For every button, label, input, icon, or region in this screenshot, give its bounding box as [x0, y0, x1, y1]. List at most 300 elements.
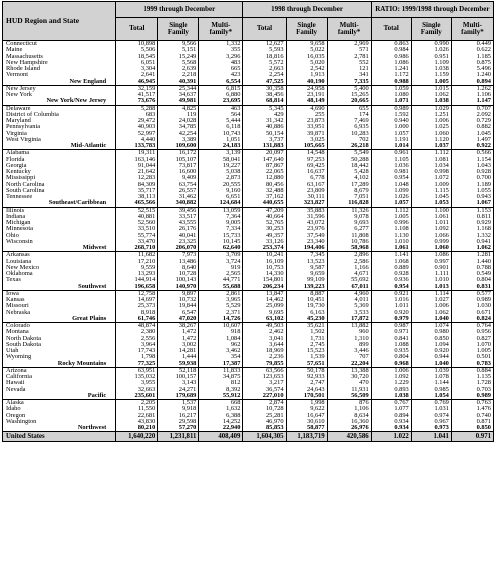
value-cell — [371, 290, 411, 322]
state-value: 1.172 — [394, 71, 409, 79]
value-cell — [243, 367, 286, 399]
state-value: 1.189 — [476, 180, 491, 188]
region-total-label: Midwest — [82, 244, 107, 251]
state-value: 1.000 — [394, 123, 409, 131]
region-total-value: 109,600 — [175, 142, 197, 149]
value-cell — [158, 400, 199, 432]
state-value: 35,621 — [307, 322, 325, 329]
state-value: 3,965 — [226, 296, 241, 303]
state-value: 40,903 — [137, 123, 156, 131]
state-value: 1.135 — [476, 373, 491, 380]
state-name: Montana — [6, 328, 29, 336]
state-value: 29,472 — [137, 117, 156, 124]
col-single-1999: Single Family — [158, 18, 199, 41]
region-total-value: 57,270 — [178, 424, 197, 431]
state-value: 52,118 — [179, 366, 197, 374]
state-value: 147,640 — [262, 155, 284, 163]
state-value: 2,371 — [226, 308, 241, 316]
state-value: 15,265 — [351, 91, 369, 98]
state-value: 1.005 — [394, 212, 409, 220]
state-value: 1.088 — [394, 340, 409, 348]
state-value: 9,659 — [310, 270, 325, 277]
state-value: 1.074 — [434, 322, 449, 329]
region-total-label: Northwest — [77, 424, 107, 431]
state-value: 9,005 — [226, 219, 241, 226]
state-value: 13,882 — [351, 322, 369, 329]
region-column-header: HUD Region and State — [3, 2, 116, 41]
state-value: 12,627 — [265, 40, 284, 47]
state-name: Wyoming — [6, 353, 32, 361]
state-value: 5,038 — [226, 168, 241, 175]
state-value: 2,969 — [354, 40, 369, 47]
region-total-value: 340,882 — [175, 199, 197, 207]
value-cell — [199, 207, 243, 252]
region-total-value: 235,601 — [134, 391, 156, 399]
state-value: 16,647 — [307, 411, 325, 419]
state-value: 0.920 — [394, 308, 409, 316]
region-total-value: 40,391 — [178, 77, 197, 85]
state-value: 3,724 — [226, 257, 241, 265]
region-total-label: Rocky Mountains — [57, 359, 107, 367]
state-value: 3,955 — [140, 379, 156, 387]
region-block-row — [3, 290, 494, 322]
region-total-value: 227,010 — [262, 391, 284, 399]
region-block-row — [3, 323, 494, 368]
state-value: 37,549 — [307, 231, 325, 239]
value-cell — [411, 400, 451, 432]
state-value: 5,572 — [269, 58, 284, 66]
state-value: 6,051 — [140, 58, 156, 66]
value-cell — [327, 150, 371, 207]
state-value: 11,326 — [351, 206, 369, 214]
state-value: 918 — [230, 328, 241, 336]
value-cell — [286, 41, 327, 86]
state-name: Hawaii — [6, 379, 25, 387]
state-value: 9,622 — [310, 405, 325, 413]
state-value: 80,456 — [265, 180, 284, 188]
state-name: District of Columbia — [6, 110, 59, 118]
state-value: 0.501 — [476, 353, 491, 361]
state-value: 7,364 — [226, 212, 241, 220]
state-value: 31,462 — [178, 193, 197, 200]
state-value: 2,641 — [140, 71, 156, 79]
state-value: 1.086 — [394, 58, 409, 66]
state-value: 1.115 — [434, 186, 449, 194]
state-value: 9,693 — [354, 219, 369, 226]
state-value: 10,728 — [178, 270, 197, 277]
state-value: 91,044 — [137, 161, 156, 169]
region-total-value: 47,020 — [178, 314, 197, 322]
us-total-label: United States — [3, 432, 116, 442]
state-value: 2,747 — [310, 379, 325, 387]
region-total-value: 67,011 — [351, 282, 369, 290]
state-value: 0.707 — [476, 104, 491, 112]
state-name: North Dakota — [6, 334, 41, 342]
value-cell — [411, 207, 451, 252]
region-block-row — [3, 150, 494, 207]
value-cell — [286, 400, 327, 432]
state-value: 1.031 — [434, 405, 449, 413]
region-total-label: New England — [69, 77, 107, 85]
state-value: 0.841 — [394, 334, 409, 342]
state-name: New York — [6, 91, 32, 98]
state-value: 1.034 — [434, 161, 449, 169]
state-value: 2,896 — [354, 251, 369, 259]
col-multi-1999: Multi-family* — [199, 18, 243, 41]
state-value: 1.592 — [394, 110, 409, 118]
state-value: 0.954 — [394, 174, 409, 182]
region-total-value: 206,234 — [262, 282, 284, 290]
value-cell — [199, 41, 243, 86]
value-cell — [451, 367, 493, 399]
value-cell — [243, 252, 286, 291]
state-value: 8,887 — [310, 289, 325, 297]
state-value: 2,586 — [354, 257, 369, 265]
state-value: 1.130 — [394, 231, 409, 239]
state-value: 33,517 — [178, 212, 197, 220]
state-value: 7,345 — [310, 251, 325, 259]
state-value: 668 — [230, 399, 241, 406]
state-value: 97,253 — [307, 155, 325, 163]
region-total-value: 1.147 — [476, 97, 491, 105]
state-value: 5,444 — [226, 117, 241, 124]
state-value: 0.893 — [394, 385, 409, 393]
state-value: 25,373 — [137, 302, 156, 310]
state-value: 1,084 — [226, 334, 241, 342]
state-value: 25,344 — [178, 84, 197, 92]
state-value: 0.921 — [394, 289, 409, 297]
state-value: 9,587 — [310, 263, 325, 271]
state-value: 63,951 — [137, 366, 156, 374]
region-block-row — [3, 252, 494, 291]
region-total-value: 26,218 — [351, 142, 369, 149]
region-total-value: 131,883 — [262, 142, 284, 149]
state-name: Pennsylvania — [6, 123, 41, 131]
state-value: 5,022 — [310, 46, 325, 54]
state-value: 0.882 — [476, 123, 491, 131]
region-total-value: 59,938 — [178, 359, 197, 367]
state-value: 0.998 — [434, 168, 449, 175]
state-name: Louisiana — [6, 257, 32, 265]
state-value: 32,488 — [265, 186, 284, 194]
state-value: 100,143 — [175, 276, 197, 284]
state-value: 40,041 — [178, 231, 197, 239]
state-value: 2,874 — [269, 399, 284, 406]
state-value: 0.764 — [476, 322, 491, 329]
region-block-row — [3, 85, 494, 105]
region-total-value: 22,204 — [351, 359, 369, 367]
state-value: 4,960 — [354, 289, 369, 297]
state-value: 1.191 — [394, 135, 409, 143]
state-value: 7,973 — [181, 251, 197, 259]
state-value: 1.262 — [476, 84, 491, 92]
state-value: 5,345 — [269, 104, 284, 112]
state-value: 34,875 — [222, 373, 241, 380]
state-value: 8,918 — [140, 308, 156, 316]
state-value: 0.920 — [434, 347, 449, 354]
value-cell — [327, 207, 371, 252]
state-value: 43,830 — [137, 417, 156, 425]
region-total-value: 170,501 — [303, 391, 325, 399]
region-total-value: 17,387 — [222, 359, 241, 367]
state-value: 15,733 — [222, 231, 241, 239]
state-value: 1,310 — [354, 334, 369, 342]
state-value: 39,871 — [307, 129, 325, 137]
us-total-cell: 0.971 — [451, 432, 493, 442]
value-cell — [243, 290, 286, 322]
value-cell — [327, 85, 371, 105]
state-value: 1.092 — [394, 373, 409, 380]
value-cell — [286, 367, 327, 399]
state-value: 423 — [230, 71, 241, 79]
state-value: 30,610 — [307, 417, 325, 425]
state-value: 8,634 — [354, 411, 369, 419]
state-value: 52,997 — [137, 129, 156, 137]
state-value: 1.048 — [394, 180, 409, 188]
region-total-label: Pacific — [87, 391, 107, 399]
state-value: 3,002 — [181, 340, 197, 348]
state-value: 2,861 — [226, 289, 241, 297]
state-value: 0.967 — [434, 417, 449, 425]
region-total-value: 1.060 — [434, 244, 449, 251]
value-cell — [116, 367, 158, 399]
value-cell — [116, 105, 158, 150]
value-cell — [451, 207, 493, 252]
state-value: 1,798 — [140, 353, 156, 361]
state-value: 10,732 — [178, 296, 197, 303]
state-value: 0.935 — [394, 347, 409, 354]
state-name: Alabama — [6, 149, 30, 157]
state-value: 1.061 — [434, 212, 449, 220]
state-value: 1.011 — [394, 302, 409, 310]
state-value: 52,515 — [137, 206, 156, 214]
state-value: 14,697 — [137, 296, 156, 303]
state-value: 1.026 — [434, 46, 449, 54]
region-block-row — [3, 400, 494, 432]
state-value: 24,643 — [307, 385, 325, 393]
value-cell — [451, 252, 493, 291]
state-value: 4,690 — [310, 104, 325, 112]
state-value: 87,867 — [265, 161, 284, 169]
state-value: 0.767 — [394, 399, 409, 406]
state-value: 2,781 — [354, 52, 369, 60]
state-value: 123,653 — [262, 373, 284, 380]
state-value: 154,801 — [262, 276, 284, 284]
state-value: 33,470 — [137, 237, 156, 245]
state-name: Nevada — [6, 385, 26, 393]
state-name: Tennessee — [6, 193, 33, 200]
state-value: 463 — [230, 104, 241, 112]
value-cell — [199, 252, 243, 291]
state-value: 1.112 — [434, 149, 449, 157]
region-name-cell — [3, 41, 116, 86]
value-cell — [243, 323, 286, 368]
state-value: 2,236 — [269, 353, 284, 361]
region-total-value: 0.831 — [476, 282, 491, 290]
state-value: 144,914 — [134, 276, 156, 284]
state-name: Connecticut — [6, 40, 37, 47]
state-value: 16,217 — [178, 411, 197, 419]
state-value: 1.062 — [434, 91, 449, 98]
state-value: 876 — [359, 399, 369, 406]
state-name: Mississippi — [6, 174, 36, 182]
state-value: 1.144 — [434, 379, 449, 387]
value-cell — [327, 105, 371, 150]
state-value: 3,533 — [354, 308, 369, 316]
region-name-cell — [3, 290, 116, 322]
state-value: 35,883 — [307, 206, 325, 214]
state-name: Maryland — [6, 117, 31, 124]
region-total-value: 0.922 — [476, 142, 491, 149]
state-value: 11,550 — [137, 405, 156, 413]
state-value: 10,786 — [351, 237, 369, 245]
value-cell — [451, 41, 493, 86]
state-name: Iowa — [6, 289, 19, 297]
state-value: 9,566 — [181, 40, 197, 47]
state-value: 24,028 — [178, 117, 197, 124]
value-cell — [327, 400, 371, 432]
region-total-value: 26,976 — [351, 424, 369, 431]
state-value: 50,288 — [351, 155, 369, 163]
state-value: 0.889 — [394, 263, 409, 271]
state-value: 69,425 — [307, 161, 325, 169]
state-value: 0.769 — [434, 399, 449, 406]
region-block-row — [3, 367, 494, 399]
state-name: Georgia — [6, 161, 27, 169]
state-value: 100,157 — [175, 373, 197, 380]
region-total-value: 85,853 — [265, 424, 284, 431]
state-value: 44,771 — [222, 276, 241, 284]
state-value: 5,506 — [140, 46, 156, 54]
value-cell — [411, 150, 451, 207]
state-value: 2,565 — [226, 270, 241, 277]
state-value: 1.440 — [476, 257, 491, 265]
state-value: 0.804 — [394, 353, 409, 361]
region-total-value: 24,183 — [222, 142, 241, 149]
value-cell — [199, 367, 243, 399]
value-cell — [199, 150, 243, 207]
region-total-label: Southeast/Caribbean — [48, 199, 107, 207]
state-value: 3,389 — [181, 135, 197, 143]
state-value: 5,369 — [354, 302, 369, 310]
value-cell — [286, 207, 327, 252]
value-cell — [199, 105, 243, 150]
value-cell — [286, 150, 327, 207]
value-cell — [158, 252, 199, 291]
state-value: 58,041 — [222, 155, 241, 163]
value-cell — [371, 207, 411, 252]
value-cell — [451, 400, 493, 432]
state-value: 1,731 — [310, 334, 325, 342]
state-value: 1.240 — [476, 71, 491, 79]
region-total-value: 194,406 — [303, 244, 325, 251]
region-total-value: 1.071 — [394, 97, 409, 105]
value-cell — [451, 290, 493, 322]
state-value: 55,774 — [137, 231, 156, 239]
state-value: 18,816 — [265, 52, 284, 60]
state-value: 18,969 — [265, 347, 284, 354]
state-value: 1,444 — [181, 353, 197, 361]
state-name: North Carolina — [6, 180, 45, 188]
state-value: 4,825 — [181, 104, 197, 112]
state-value: 812 — [230, 379, 241, 387]
state-value: 3,709 — [226, 251, 241, 259]
value-cell — [451, 105, 493, 150]
state-value: 0.989 — [394, 104, 409, 112]
state-value: 0.951 — [434, 52, 449, 60]
state-value: 73,817 — [178, 161, 197, 169]
state-value: 0.997 — [434, 257, 449, 265]
state-value: 16,035 — [307, 52, 325, 60]
state-value: 9,409 — [181, 174, 197, 182]
state-value: 1.016 — [394, 296, 409, 303]
region-total-value: 140,970 — [175, 282, 197, 290]
state-value: 3,217 — [269, 379, 284, 387]
state-value: 1.109 — [434, 58, 449, 66]
state-value: 37,162 — [265, 193, 284, 200]
state-value: 1.006 — [434, 302, 449, 310]
state-value: 1.094 — [434, 340, 449, 348]
state-name: Oklahoma — [6, 270, 33, 277]
region-name-cell — [3, 85, 116, 105]
region-total-value: 323,827 — [303, 199, 325, 207]
state-value: 1.100 — [434, 206, 449, 214]
value-cell — [116, 41, 158, 86]
value-cell — [411, 85, 451, 105]
state-value: 11,931 — [351, 385, 369, 393]
state-value: 354 — [230, 353, 241, 361]
state-value: 10,451 — [307, 296, 325, 303]
region-name-cell — [3, 367, 116, 399]
value-cell — [451, 150, 493, 207]
state-value: 6,388 — [226, 411, 241, 419]
value-cell — [116, 85, 158, 105]
region-total-value: 0.968 — [394, 359, 409, 367]
state-value: 5,020 — [310, 58, 325, 66]
state-value: 34,785 — [178, 123, 197, 131]
state-name: Missouri — [6, 302, 29, 310]
state-value: 19,311 — [137, 149, 156, 157]
value-cell — [371, 400, 411, 432]
state-value: 18,442 — [351, 161, 369, 169]
region-total-value: 465,566 — [134, 199, 156, 207]
state-value: 0.928 — [394, 270, 409, 277]
state-value: 0.729 — [476, 117, 491, 124]
state-value: 47,209 — [265, 206, 284, 214]
region-total-value: 1.038 — [434, 97, 449, 105]
state-value: 13,486 — [178, 257, 197, 265]
state-value: 63,167 — [307, 180, 325, 188]
region-total-value: 0.989 — [476, 391, 491, 399]
state-value: 3,139 — [226, 149, 241, 157]
state-value: 9,078 — [354, 212, 369, 220]
state-value: 1.241 — [394, 65, 409, 72]
state-name: Michigan — [6, 219, 31, 226]
state-value: 16,172 — [178, 149, 197, 157]
state-value: 33,951 — [307, 123, 325, 131]
value-cell — [158, 41, 199, 86]
region-total-value: 47,525 — [265, 77, 284, 85]
state-value: 19,844 — [178, 302, 197, 310]
value-cell — [158, 85, 199, 105]
state-value: 0.981 — [394, 168, 409, 175]
state-value: 1.039 — [434, 366, 449, 374]
state-value: 29,598 — [178, 417, 197, 425]
state-value: 17,289 — [351, 180, 369, 188]
state-name: Vermont — [6, 71, 29, 79]
state-name: Delaware — [6, 104, 31, 112]
state-value: 1.086 — [434, 251, 449, 259]
